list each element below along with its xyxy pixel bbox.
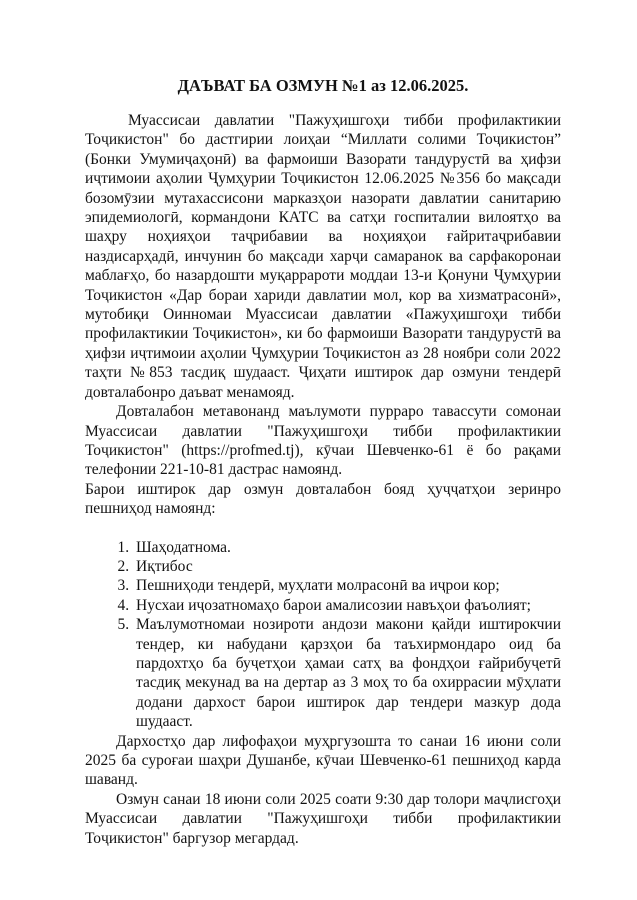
paragraph-event-details: Озмун санаи 18 июни соли 2025 соати 9:30 дар толори маҷлисгоҳи Муассисаи давлатии "Пажуҳишгоҳи тибби профилактикии Тоҷикистон" баргузор мегардад. xyxy=(85,790,561,847)
list-item-license-copies: 4. Нусхаи иҷозатномаҳо барои амалисозии навъҳои фаъолият; xyxy=(133,596,561,615)
list-item-tender-proposal: 3. Пешниҳоди тендерӣ, муҳлати молрасонӣ ва иҷрои кор; xyxy=(133,576,561,595)
list-item-certificate: 1. Шаҳодатнома. xyxy=(133,538,561,557)
paragraph-intro: Муассисаи давлатии "Пажуҳишгоҳи тибби профилактикии Тоҷикистон" бо дастгирии лоиҳаи “Миллати солими Тоҷикистон” (Бонки Умумиҷаҳонӣ) ва фармоиши Вазорати тандурустӣ ва ҳифзи иҷтимоии аҳолии Ҷумҳурии Тоҷикистон 12.06.2025 №356 бо мақсади бозомӯзии мутахассисони марказҳои назорати давлатии санитарию эпидемиологӣ, кормандони КАТС ва сатҳи госпиталии вилоятҳо ва шаҳру ноҳияҳои таҷрибавии ва ноҳияҳои ғайритаҷрибавии наздисарҳадӣ, инчунин бо мақсади харҷи самаранок ва сарфакоронаи маблағҳо, бо назардошти муқаррароти моддаи 13-и Қонуни Ҷумҳурии Тоҷикистон «Дар бораи хариди давлатии мол, кор ва хизматрасонӣ», мутобиқи Оинномаи Муассисаи давлатии «Пажуҳишгоҳи тибби профилактикии Тоҷикистон», ки бо фармоиши Вазорати тандурустӣ ва ҳифзи иҷтимоии аҳолии Ҷумҳурии Тоҷикистон аз 28 ноябри соли 2022 таҳти №853 тасдиқ шудааст. Ҷиҳати иштирок дар озмуни тендерӣ довталабонро даъват менамояд. xyxy=(85,112,561,401)
list-item-extract: 2. Иқтибос xyxy=(133,557,561,576)
paragraph-requirements-intro: Барои иштирок дар озмун довталабон бояд ҳуҷҷатҳои зеринро пешниҳод намоянд: xyxy=(85,480,561,518)
paragraph-submission: Дархостҳо дар лифофаҳои муҳргузошта то санаи 16 июни соли 2025 ба суроғаи шаҳри Душанбе, кӯчаи Шевченко-61 пешниҳод карда шаванд. xyxy=(85,732,561,789)
document-title: ДАЪВАТ БА ОЗМУН №1 аз 12.06.2025. xyxy=(177,76,469,95)
required-documents-list xyxy=(85,538,561,732)
paragraph-contact-info: Довталабон метавонанд маълумоти пурраро тавассути сомонаи Муассисаи давлатии "Пажуҳишгоҳи тибби профилактикии Тоҷикистон" (https://profmed.tj), кӯчаи Шевченко-61 ё бо рақами телефонии 221-10-81 дастрас намоянд. xyxy=(85,403,561,479)
list-item-tax-statement: 5. Маълумотномаи нозироти андози макони қайди иштирокчии тендер, ки набудани қарзҳои ба таъхирмондаро оид ба пардохтҳо ба буҷетҳои ҳамаи сатҳ ва фондҳои ғайрибуҷетӣ тасдиқ мекунад ва на дертар аз 3 моҳ то ба охиррасии мӯҳлати додани дархост барои иштирок дар тендери мазкур дода шудааст. xyxy=(133,615,561,731)
